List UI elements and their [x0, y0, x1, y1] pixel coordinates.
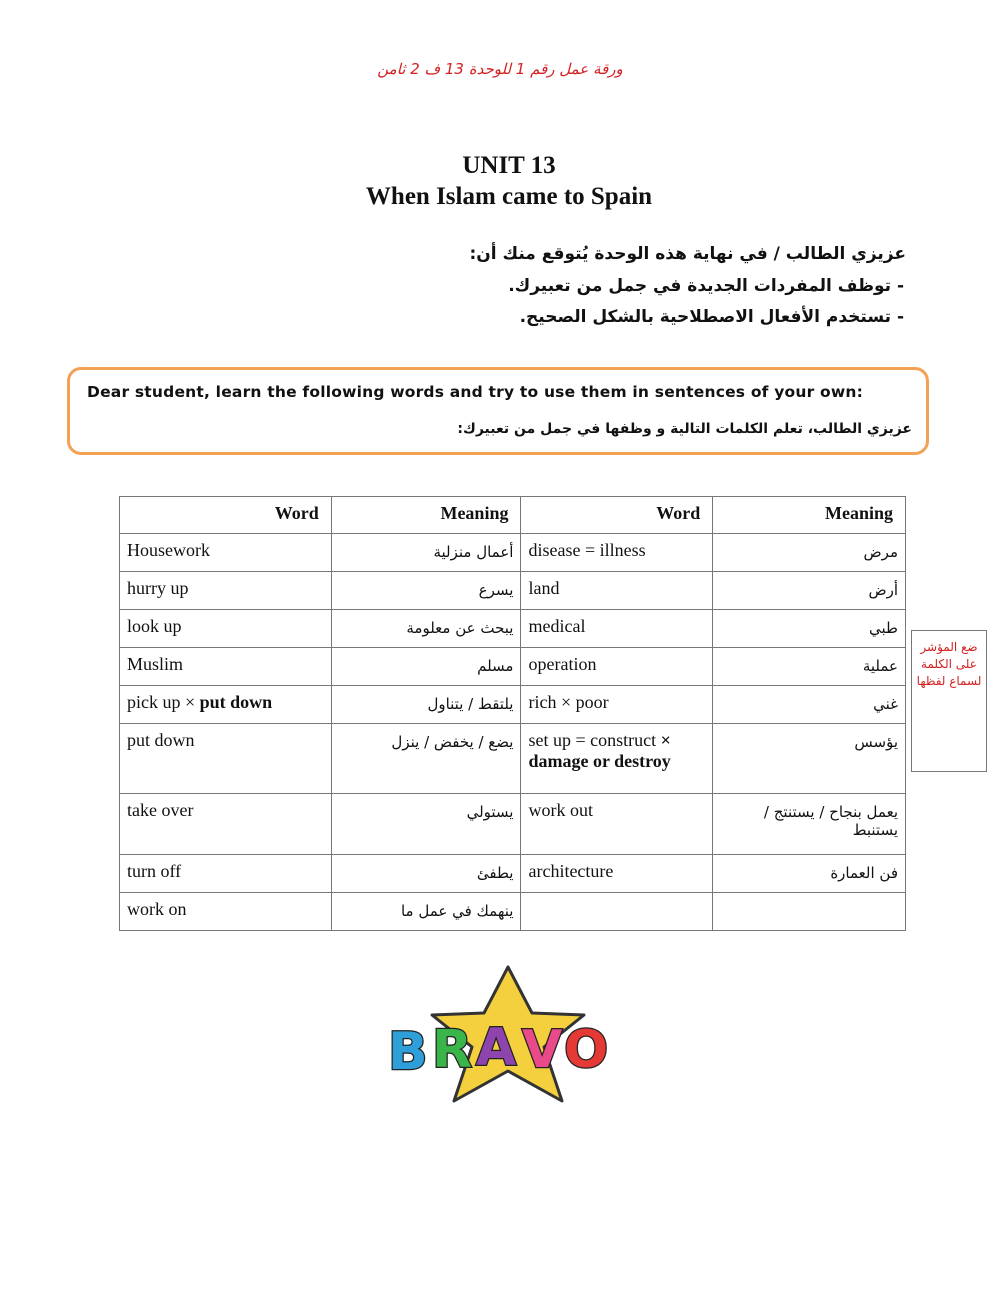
word-cell[interactable]: rich × poor [521, 686, 713, 724]
objective-item: - تستخدم الأفعال الاصطلاحية بالشكل الصحيح. [519, 307, 904, 327]
word-cell[interactable]: look up [120, 610, 332, 648]
meaning-cell: مسلم [331, 648, 521, 686]
instruction-box [67, 367, 929, 455]
meaning-cell: غني [713, 686, 906, 724]
objective-item: - توظف المفردات الجديدة في جمل من تعبيرك. [508, 276, 904, 296]
word-text: set up = construct [528, 730, 661, 750]
word-cell[interactable]: take over [120, 794, 332, 855]
word-cell[interactable]: land [521, 572, 713, 610]
bravo-letter-v: V [522, 1020, 563, 1080]
meaning-cell: طبي [713, 610, 906, 648]
bravo-letter-r: R [432, 1020, 473, 1080]
table-row [120, 534, 906, 572]
bravo-letter-b: B [388, 1022, 428, 1082]
table-row [120, 893, 906, 931]
word-cell[interactable]: turn off [120, 855, 332, 893]
word-cell[interactable] [521, 893, 713, 931]
word-cell[interactable]: Housework [120, 534, 332, 572]
word-cell[interactable]: disease = illness [521, 534, 713, 572]
table-row [120, 686, 906, 724]
meaning-cell: يستولي [331, 794, 521, 855]
table-header-row [120, 497, 906, 534]
bravo-letter-o: O [564, 1020, 609, 1080]
column-header-meaning: Meaning [331, 497, 521, 534]
meaning-cell: ينهمك في عمل ما [331, 893, 521, 931]
meaning-cell: يبحث عن معلومة [331, 610, 521, 648]
bravo-letter-a: A [476, 1018, 517, 1078]
worksheet-header-note: ورقة عمل رقم 1 للوحدة 13 ف 2 ثامن [377, 60, 623, 78]
meaning-cell: يؤسس [713, 724, 906, 794]
vocabulary-table [119, 496, 906, 931]
table-row [120, 572, 906, 610]
table-row [120, 724, 906, 794]
word-cell[interactable]: put down [120, 724, 332, 794]
meaning-cell: يسرع [331, 572, 521, 610]
table-row [120, 610, 906, 648]
word-text: pick up × [127, 692, 200, 712]
word-cell[interactable]: work out [521, 794, 713, 855]
column-header-meaning: Meaning [713, 497, 906, 534]
word-antonym: × damage or destroy [528, 730, 671, 771]
meaning-cell: يضع / يخفض / ينزل [331, 724, 521, 794]
table-row [120, 794, 906, 855]
instruction-arabic: عزيزي الطالب، تعلم الكلمات التالية و وظفها في جمل من تعبيرك: [457, 421, 912, 437]
meaning-cell: يلتقط / يتناول [331, 686, 521, 724]
word-cell[interactable] [120, 686, 332, 724]
word-cell[interactable]: work on [120, 893, 332, 931]
table-row [120, 648, 906, 686]
meaning-cell: فن العمارة [713, 855, 906, 893]
word-cell[interactable]: operation [521, 648, 713, 686]
hover-instruction-note: ضع المؤشر على الكلمة لسماع لفظها [911, 630, 987, 772]
table-row [120, 855, 906, 893]
word-cell[interactable]: Muslim [120, 648, 332, 686]
unit-title: UNIT 13 [462, 152, 556, 179]
word-cell[interactable]: architecture [521, 855, 713, 893]
meaning-cell: عملية [713, 648, 906, 686]
bravo-sticker-image [386, 963, 631, 1108]
word-antonym: put down [199, 692, 273, 712]
meaning-cell: يعمل بنجاح / يستنتج / يستنبط [713, 794, 906, 855]
word-cell[interactable]: hurry up [120, 572, 332, 610]
meaning-cell: يطفئ [331, 855, 521, 893]
meaning-cell [713, 893, 906, 931]
meaning-cell: أرض [713, 572, 906, 610]
instruction-english: Dear student, learn the following words and try to use them in sentences of your own: [87, 383, 864, 401]
word-cell[interactable] [521, 724, 713, 794]
objectives-intro: عزيزي الطالب / في نهاية هذه الوحدة يُتوقع منك أن: [469, 244, 906, 264]
unit-subtitle: When Islam came to Spain [365, 183, 653, 210]
column-header-word: Word [521, 497, 713, 534]
column-header-word: Word [120, 497, 332, 534]
meaning-cell: مرض [713, 534, 906, 572]
meaning-cell: أعمال منزلية [331, 534, 521, 572]
word-cell[interactable]: medical [521, 610, 713, 648]
